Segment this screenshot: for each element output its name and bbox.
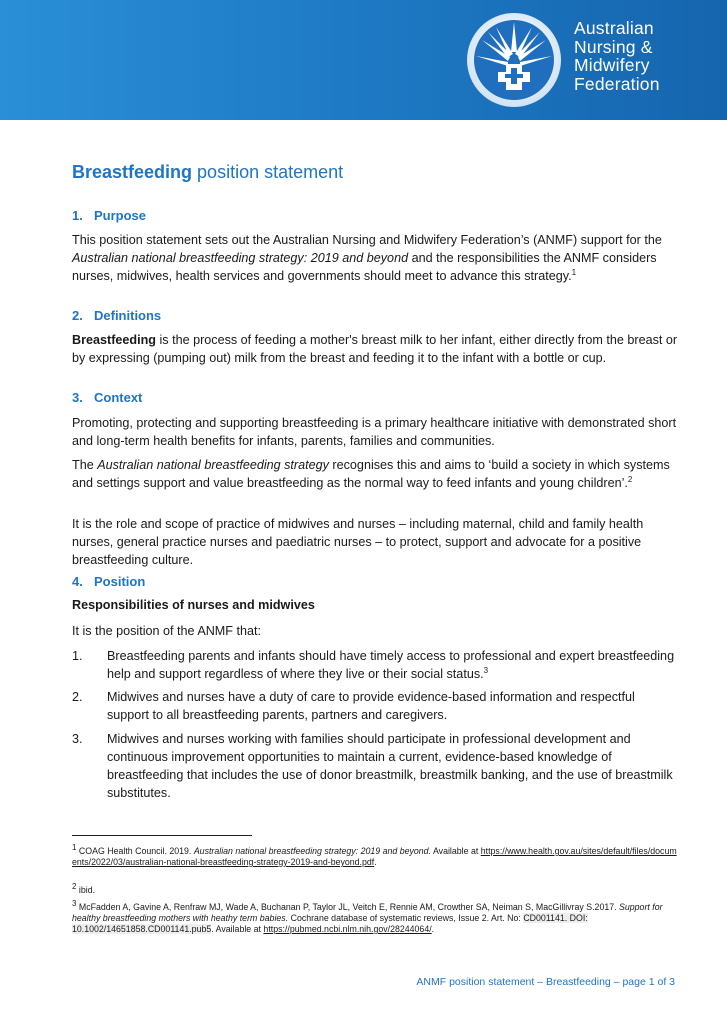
- footnote-link[interactable]: https://www.health.gov.au/sites/default/files/documents/2022/03/australian-national-breastfeeding-strategy-2019-and-beyond.pdf: [72, 846, 677, 867]
- anmf-logo-icon: [466, 12, 562, 108]
- section-title: Definitions: [94, 308, 162, 323]
- text: ibid.: [76, 885, 96, 895]
- footnote-3: [72, 899, 678, 935]
- page-header: [0, 0, 727, 120]
- footnote-link[interactable]: https://pubmed.ncbi.nlm.nih.gov/28244064/: [263, 924, 432, 934]
- context-paragraph-3: It is the role and scope of practice of midwives and nurses – including maternal, child and family health nurses, general practice nurses and paediatric nurses – to protect, support and advocate for a positive breastfeeding culture.: [72, 517, 644, 567]
- list-number: 1.: [72, 649, 83, 663]
- highlighted-doi: CD001141. DOI: 10.1002/14651858.CD001141.pub5: [72, 913, 588, 934]
- section-number: 2.: [72, 308, 83, 323]
- org-line: Federation: [574, 73, 660, 94]
- org-line: Australian: [574, 18, 654, 38]
- text: COAG Health Council. 2019.: [76, 846, 194, 856]
- purpose-paragraph: [72, 231, 678, 285]
- italic-text: Australian national breastfeeding strategy: 2019 and beyond.: [193, 846, 432, 856]
- list-number: 2.: [72, 690, 83, 704]
- page-title: [72, 162, 343, 183]
- section-title: Purpose: [94, 208, 147, 223]
- footnote-divider: [72, 835, 252, 836]
- context-paragraph-2: [72, 456, 678, 492]
- text: is the process of feeding a mother's breast milk to her infant, either directly from the breast or by expressing (pumping out) milk from the breast and feeding it to the infant with a bottle or cup.: [72, 333, 678, 365]
- footnote-number: 2: [72, 882, 77, 892]
- context-paragraph-1: Promoting, protecting and supporting breastfeeding is a primary healthcare initiative with demonstrated short and long-term health benefits for infants, parents, families and communities.: [72, 416, 677, 448]
- org-line: Midwifery: [574, 55, 650, 75]
- organisation-name: [574, 19, 660, 93]
- footnote-ref[interactable]: 1: [571, 267, 577, 277]
- definitions-paragraph: [72, 331, 678, 367]
- section-number: 4.: [72, 574, 83, 589]
- text: Available at: [431, 846, 481, 856]
- position-subheading: Responsibilities of nurses and midwives: [72, 598, 315, 612]
- text: The: [72, 458, 98, 472]
- section-heading-context: [72, 390, 142, 405]
- section-title: Position: [94, 574, 146, 589]
- page-footer: ANMF position statement – Breastfeeding – page 1 of 3: [416, 976, 675, 988]
- position-intro: It is the position of the ANMF that:: [72, 624, 261, 638]
- footnote-2: [72, 882, 678, 896]
- footnote-ref[interactable]: 3: [483, 665, 489, 675]
- italic-text: Australian national breastfeeding strategy: 2019 and beyond: [72, 251, 409, 265]
- section-title: Context: [94, 390, 143, 405]
- footnote-number: 1: [72, 843, 77, 853]
- italic-text: Support for healthy breastfeeding mothers with heathy term babies.: [72, 902, 663, 923]
- footnote-ref[interactable]: 2: [627, 474, 633, 484]
- footnote-number: 3: [72, 899, 77, 909]
- text: .: [431, 924, 435, 934]
- section-heading-position: [72, 574, 145, 589]
- definition-term: Breastfeeding: [72, 333, 156, 347]
- title-bold: Breastfeeding: [72, 162, 193, 182]
- title-rest: position statement: [192, 162, 344, 182]
- italic-text: Australian national breastfeeding strategy: [97, 458, 329, 472]
- text: This position statement sets out the Australian Nursing and Midwifery Federation’s (ANMF) support for the: [72, 233, 662, 247]
- list-text: Midwives and nurses have a duty of care to provide evidence-based information and respectful support to all breastfeeding parents, partners and caregivers.: [107, 690, 635, 722]
- text: McFadden A, Gavine A, Renfraw MJ, Wade A, Buchanan P, Taylor JL, Veitch E, Rennie AM, Crowther SA, Neiman S, MacGillivray S.2017.: [76, 902, 620, 912]
- section-number: 1.: [72, 208, 83, 223]
- text: Breastfeeding parents and infants should have timely access to professional and expert breastfeeding help and support regardless of where they live or their social status.: [107, 649, 675, 681]
- text: .: [374, 857, 377, 867]
- text: Cochrane database of systematic reviews, Issue 2. Art. No:: [288, 913, 524, 923]
- list-text: [107, 647, 678, 683]
- list-number: 3.: [72, 732, 83, 746]
- section-number: 3.: [72, 390, 83, 405]
- text: recognises this and aims to ‘build a society in which systems and settings support and value breastfeeding as the normal way to feed infants and young children’.: [72, 458, 670, 490]
- section-heading-definitions: [72, 308, 161, 323]
- org-line: Nursing &: [574, 36, 653, 57]
- text: and the responsibilities the ANMF considers nurses, midwives, health services and governments should meet to advance this strategy.: [72, 251, 657, 283]
- section-heading-purpose: [72, 208, 146, 223]
- text: . Available at: [211, 924, 264, 934]
- list-text: Midwives and nurses working with families should participate in professional development and continuous improvement opportunities to maintain a current, evidence-based knowledge of breastfeeding that includes the use of donor breastmilk, breastmilk banking, and the use of breastmilk substitutes.: [107, 732, 673, 800]
- footnote-1: [72, 843, 678, 868]
